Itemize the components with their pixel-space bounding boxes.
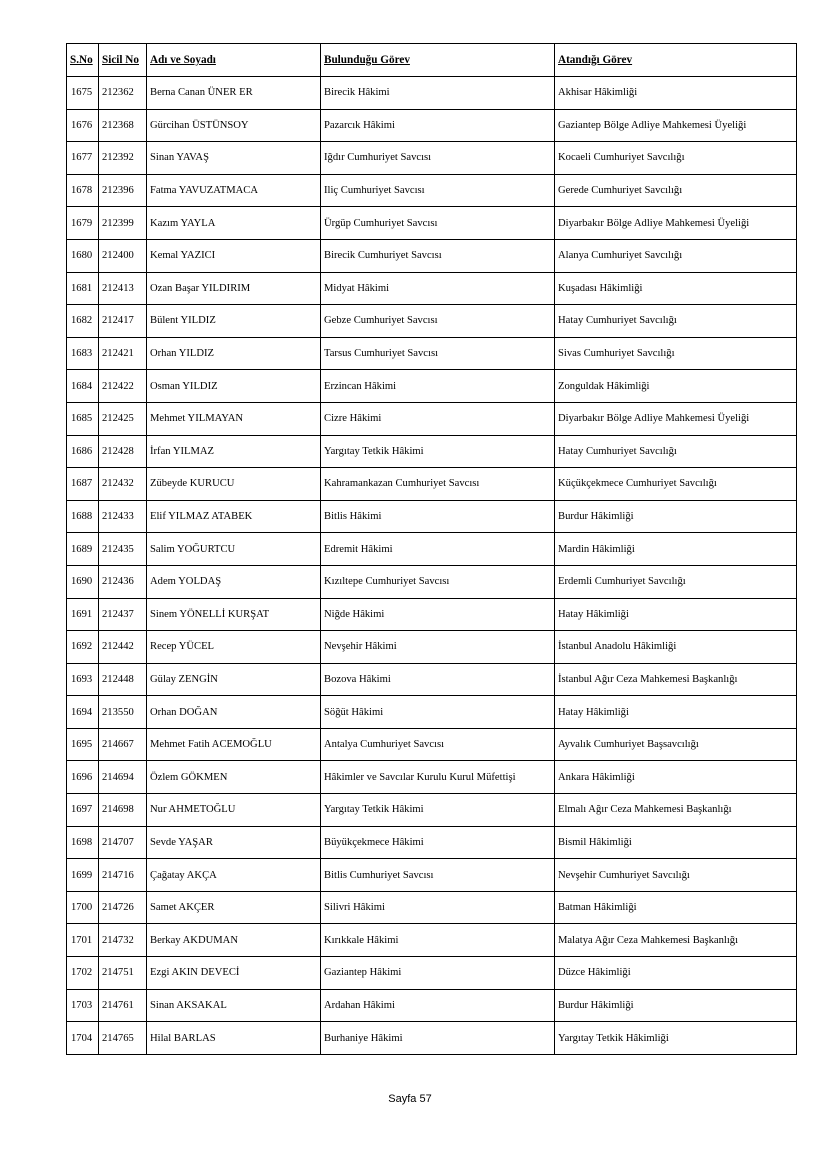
cell-sno: 1675 xyxy=(67,77,99,110)
cell-current-position: Iliç Cumhuriyet Savcısı xyxy=(321,174,555,207)
header-sno: S.No xyxy=(67,44,99,77)
cell-assigned-position: Ankara Hâkimliği xyxy=(555,761,797,794)
cell-sno: 1688 xyxy=(67,500,99,533)
cell-sno: 1704 xyxy=(67,1022,99,1055)
cell-assigned-position: Akhisar Hâkimliği xyxy=(555,77,797,110)
cell-assigned-position: İstanbul Ağır Ceza Mahkemesi Başkanlığı xyxy=(555,663,797,696)
table-row xyxy=(67,924,797,957)
cell-sno: 1686 xyxy=(67,435,99,468)
cell-assigned-position: Malatya Ağır Ceza Mahkemesi Başkanlığı xyxy=(555,924,797,957)
cell-current-position: Bozova Hâkimi xyxy=(321,663,555,696)
cell-sicil: 212435 xyxy=(99,533,147,566)
table-row xyxy=(67,435,797,468)
cell-name: Bülent YILDIZ xyxy=(147,305,321,338)
cell-sno: 1685 xyxy=(67,402,99,435)
cell-sno: 1694 xyxy=(67,696,99,729)
cell-assigned-position: Alanya Cumhuriyet Savcılığı xyxy=(555,239,797,272)
page-number: Sayfa 57 xyxy=(388,1093,432,1105)
cell-assigned-position: Diyarbakır Bölge Adliye Mahkemesi Üyeliği xyxy=(555,402,797,435)
cell-sicil: 212392 xyxy=(99,142,147,175)
cell-name: Adem YOLDAŞ xyxy=(147,565,321,598)
cell-sno: 1702 xyxy=(67,957,99,990)
table-row xyxy=(67,565,797,598)
table-row xyxy=(67,239,797,272)
table-row xyxy=(67,891,797,924)
cell-current-position: Nevşehir Hâkimi xyxy=(321,631,555,664)
table-row xyxy=(67,696,797,729)
cell-sicil: 214765 xyxy=(99,1022,147,1055)
cell-assigned-position: Ayvalık Cumhuriyet Başsavcılığı xyxy=(555,728,797,761)
cell-sno: 1683 xyxy=(67,337,99,370)
cell-assigned-position: Burdur Hâkimliği xyxy=(555,989,797,1022)
cell-current-position: Birecik Hâkimi xyxy=(321,77,555,110)
cell-name: Özlem GÖKMEN xyxy=(147,761,321,794)
cell-current-position: Kızıltepe Cumhuriyet Savcısı xyxy=(321,565,555,598)
cell-current-position: Niğde Hâkimi xyxy=(321,598,555,631)
cell-assigned-position: Gerede Cumhuriyet Savcılığı xyxy=(555,174,797,207)
cell-name: Kemal YAZICI xyxy=(147,239,321,272)
cell-name: Samet AKÇER xyxy=(147,891,321,924)
cell-assigned-position: Burdur Hâkimliği xyxy=(555,500,797,533)
cell-current-position: Bitlis Hâkimi xyxy=(321,500,555,533)
table-row xyxy=(67,370,797,403)
header-current-position: Bulunduğu Görev xyxy=(321,44,555,77)
table-row xyxy=(67,1022,797,1055)
cell-name: Ezgi AKIN DEVECİ xyxy=(147,957,321,990)
table-row xyxy=(67,631,797,664)
header-assigned-position: Atandığı Görev xyxy=(555,44,797,77)
cell-assigned-position: Küçükçekmece Cumhuriyet Savcılığı xyxy=(555,468,797,501)
cell-sno: 1692 xyxy=(67,631,99,664)
table-row xyxy=(67,957,797,990)
cell-current-position: Iğdır Cumhuriyet Savcısı xyxy=(321,142,555,175)
cell-current-position: Hâkimler ve Savcılar Kurulu Kurul Müfettişi xyxy=(321,761,555,794)
cell-assigned-position: Sivas Cumhuriyet Savcılığı xyxy=(555,337,797,370)
cell-sno: 1698 xyxy=(67,826,99,859)
cell-sno: 1684 xyxy=(67,370,99,403)
cell-sno: 1701 xyxy=(67,924,99,957)
cell-sno: 1687 xyxy=(67,468,99,501)
table-row xyxy=(67,533,797,566)
cell-sno: 1678 xyxy=(67,174,99,207)
header-sicil: Sicil No xyxy=(99,44,147,77)
table-row xyxy=(67,728,797,761)
cell-current-position: Ardahan Hâkimi xyxy=(321,989,555,1022)
cell-sno: 1696 xyxy=(67,761,99,794)
cell-sicil: 212422 xyxy=(99,370,147,403)
cell-assigned-position: Düzce Hâkimliği xyxy=(555,957,797,990)
cell-assigned-position: Hatay Cumhuriyet Savcılığı xyxy=(555,435,797,468)
table-row xyxy=(67,826,797,859)
cell-name: Çağatay AKÇA xyxy=(147,859,321,892)
cell-current-position: Büyükçekmece Hâkimi xyxy=(321,826,555,859)
cell-name: Fatma YAVUZATMACA xyxy=(147,174,321,207)
cell-name: Nur AHMETOĞLU xyxy=(147,794,321,827)
cell-name: Kazım YAYLA xyxy=(147,207,321,240)
cell-current-position: Bitlis Cumhuriyet Savcısı xyxy=(321,859,555,892)
cell-assigned-position: Erdemli Cumhuriyet Savcılığı xyxy=(555,565,797,598)
cell-sicil: 214716 xyxy=(99,859,147,892)
header-name: Adı ve Soyadı xyxy=(147,44,321,77)
cell-assigned-position: Elmalı Ağır Ceza Mahkemesi Başkanlığı xyxy=(555,794,797,827)
cell-name: Sinan AKSAKAL xyxy=(147,989,321,1022)
cell-name: Orhan DOĞAN xyxy=(147,696,321,729)
cell-name: Berna Canan ÜNER ER xyxy=(147,77,321,110)
cell-current-position: Cizre Hâkimi xyxy=(321,402,555,435)
table-row xyxy=(67,794,797,827)
cell-assigned-position: Hatay Hâkimliği xyxy=(555,598,797,631)
cell-sicil: 212428 xyxy=(99,435,147,468)
table-row xyxy=(67,663,797,696)
cell-current-position: Silivri Hâkimi xyxy=(321,891,555,924)
table-row xyxy=(67,468,797,501)
cell-assigned-position: İstanbul Anadolu Hâkimliği xyxy=(555,631,797,664)
cell-sicil: 212437 xyxy=(99,598,147,631)
cell-name: Ozan Başar YILDIRIM xyxy=(147,272,321,305)
cell-sicil: 214694 xyxy=(99,761,147,794)
cell-name: Hilal BARLAS xyxy=(147,1022,321,1055)
cell-name: Gürcihan ÜSTÜNSOY xyxy=(147,109,321,142)
cell-name: Sinem YÖNELLİ KURŞAT xyxy=(147,598,321,631)
table-row xyxy=(67,174,797,207)
cell-current-position: Pazarcık Hâkimi xyxy=(321,109,555,142)
cell-current-position: Erzincan Hâkimi xyxy=(321,370,555,403)
table-row xyxy=(67,109,797,142)
cell-current-position: Söğüt Hâkimi xyxy=(321,696,555,729)
cell-current-position: Ürgüp Cumhuriyet Savcısı xyxy=(321,207,555,240)
cell-sicil: 212425 xyxy=(99,402,147,435)
table-row xyxy=(67,272,797,305)
cell-sicil: 214726 xyxy=(99,891,147,924)
cell-current-position: Burhaniye Hâkimi xyxy=(321,1022,555,1055)
cell-sicil: 214707 xyxy=(99,826,147,859)
cell-sno: 1682 xyxy=(67,305,99,338)
cell-current-position: Yargıtay Tetkik Hâkimi xyxy=(321,435,555,468)
cell-sno: 1681 xyxy=(67,272,99,305)
cell-current-position: Midyat Hâkimi xyxy=(321,272,555,305)
table-row xyxy=(67,305,797,338)
cell-sno: 1695 xyxy=(67,728,99,761)
cell-current-position: Antalya Cumhuriyet Savcısı xyxy=(321,728,555,761)
cell-sno: 1690 xyxy=(67,565,99,598)
cell-current-position: Yargıtay Tetkik Hâkimi xyxy=(321,794,555,827)
cell-sicil: 212396 xyxy=(99,174,147,207)
cell-sicil: 212432 xyxy=(99,468,147,501)
cell-assigned-position: Diyarbakır Bölge Adliye Mahkemesi Üyeliği xyxy=(555,207,797,240)
cell-current-position: Kahramankazan Cumhuriyet Savcısı xyxy=(321,468,555,501)
cell-name: Mehmet Fatih ACEMOĞLU xyxy=(147,728,321,761)
cell-current-position: Gebze Cumhuriyet Savcısı xyxy=(321,305,555,338)
cell-name: Sinan YAVAŞ xyxy=(147,142,321,175)
cell-current-position: Kırıkkale Hâkimi xyxy=(321,924,555,957)
cell-sicil: 214667 xyxy=(99,728,147,761)
cell-current-position: Tarsus Cumhuriyet Savcısı xyxy=(321,337,555,370)
table-header-row xyxy=(67,44,797,77)
cell-sno: 1689 xyxy=(67,533,99,566)
cell-sno: 1697 xyxy=(67,794,99,827)
cell-name: Berkay AKDUMAN xyxy=(147,924,321,957)
cell-sicil: 212417 xyxy=(99,305,147,338)
cell-name: Recep YÜCEL xyxy=(147,631,321,664)
cell-sicil: 214751 xyxy=(99,957,147,990)
appointments-table xyxy=(66,43,797,1055)
cell-sicil: 212368 xyxy=(99,109,147,142)
cell-sicil: 212421 xyxy=(99,337,147,370)
cell-name: Salim YOĞURTCU xyxy=(147,533,321,566)
cell-assigned-position: Bismil Hâkimliği xyxy=(555,826,797,859)
cell-assigned-position: Batman Hâkimliği xyxy=(555,891,797,924)
cell-sno: 1699 xyxy=(67,859,99,892)
cell-sicil: 212400 xyxy=(99,239,147,272)
cell-assigned-position: Gaziantep Bölge Adliye Mahkemesi Üyeliği xyxy=(555,109,797,142)
cell-name: Elif YILMAZ ATABEK xyxy=(147,500,321,533)
cell-current-position: Edremit Hâkimi xyxy=(321,533,555,566)
cell-sicil: 214698 xyxy=(99,794,147,827)
cell-sno: 1700 xyxy=(67,891,99,924)
cell-name: Gülay ZENGİN xyxy=(147,663,321,696)
cell-sno: 1679 xyxy=(67,207,99,240)
table-row xyxy=(67,207,797,240)
cell-name: Zübeyde KURUCU xyxy=(147,468,321,501)
table-row xyxy=(67,598,797,631)
cell-sicil: 214732 xyxy=(99,924,147,957)
table-row xyxy=(67,761,797,794)
cell-assigned-position: Zonguldak Hâkimliği xyxy=(555,370,797,403)
cell-name: İrfan YILMAZ xyxy=(147,435,321,468)
table-row xyxy=(67,989,797,1022)
cell-assigned-position: Nevşehir Cumhuriyet Savcılığı xyxy=(555,859,797,892)
table-row xyxy=(67,337,797,370)
cell-sicil: 212413 xyxy=(99,272,147,305)
cell-assigned-position: Yargıtay Tetkik Hâkimliği xyxy=(555,1022,797,1055)
cell-sicil: 212399 xyxy=(99,207,147,240)
table-row xyxy=(67,500,797,533)
table-row xyxy=(67,77,797,110)
cell-assigned-position: Kuşadası Hâkimliği xyxy=(555,272,797,305)
cell-sicil: 212433 xyxy=(99,500,147,533)
cell-assigned-position: Hatay Cumhuriyet Savcılığı xyxy=(555,305,797,338)
cell-sicil: 214761 xyxy=(99,989,147,1022)
cell-sno: 1677 xyxy=(67,142,99,175)
cell-sno: 1676 xyxy=(67,109,99,142)
table-row xyxy=(67,859,797,892)
cell-sno: 1693 xyxy=(67,663,99,696)
cell-name: Sevde YAŞAR xyxy=(147,826,321,859)
cell-sno: 1691 xyxy=(67,598,99,631)
cell-assigned-position: Kocaeli Cumhuriyet Savcılığı xyxy=(555,142,797,175)
cell-current-position: Gaziantep Hâkimi xyxy=(321,957,555,990)
table-row xyxy=(67,142,797,175)
cell-name: Mehmet YILMAYAN xyxy=(147,402,321,435)
cell-sicil: 212442 xyxy=(99,631,147,664)
table-row xyxy=(67,402,797,435)
cell-assigned-position: Hatay Hâkimliği xyxy=(555,696,797,729)
cell-name: Osman YILDIZ xyxy=(147,370,321,403)
cell-assigned-position: Mardin Hâkimliği xyxy=(555,533,797,566)
cell-sno: 1703 xyxy=(67,989,99,1022)
cell-name: Orhan YILDIZ xyxy=(147,337,321,370)
cell-sicil: 212448 xyxy=(99,663,147,696)
cell-sicil: 212362 xyxy=(99,77,147,110)
cell-sicil: 213550 xyxy=(99,696,147,729)
cell-sno: 1680 xyxy=(67,239,99,272)
cell-current-position: Birecik Cumhuriyet Savcısı xyxy=(321,239,555,272)
cell-sicil: 212436 xyxy=(99,565,147,598)
